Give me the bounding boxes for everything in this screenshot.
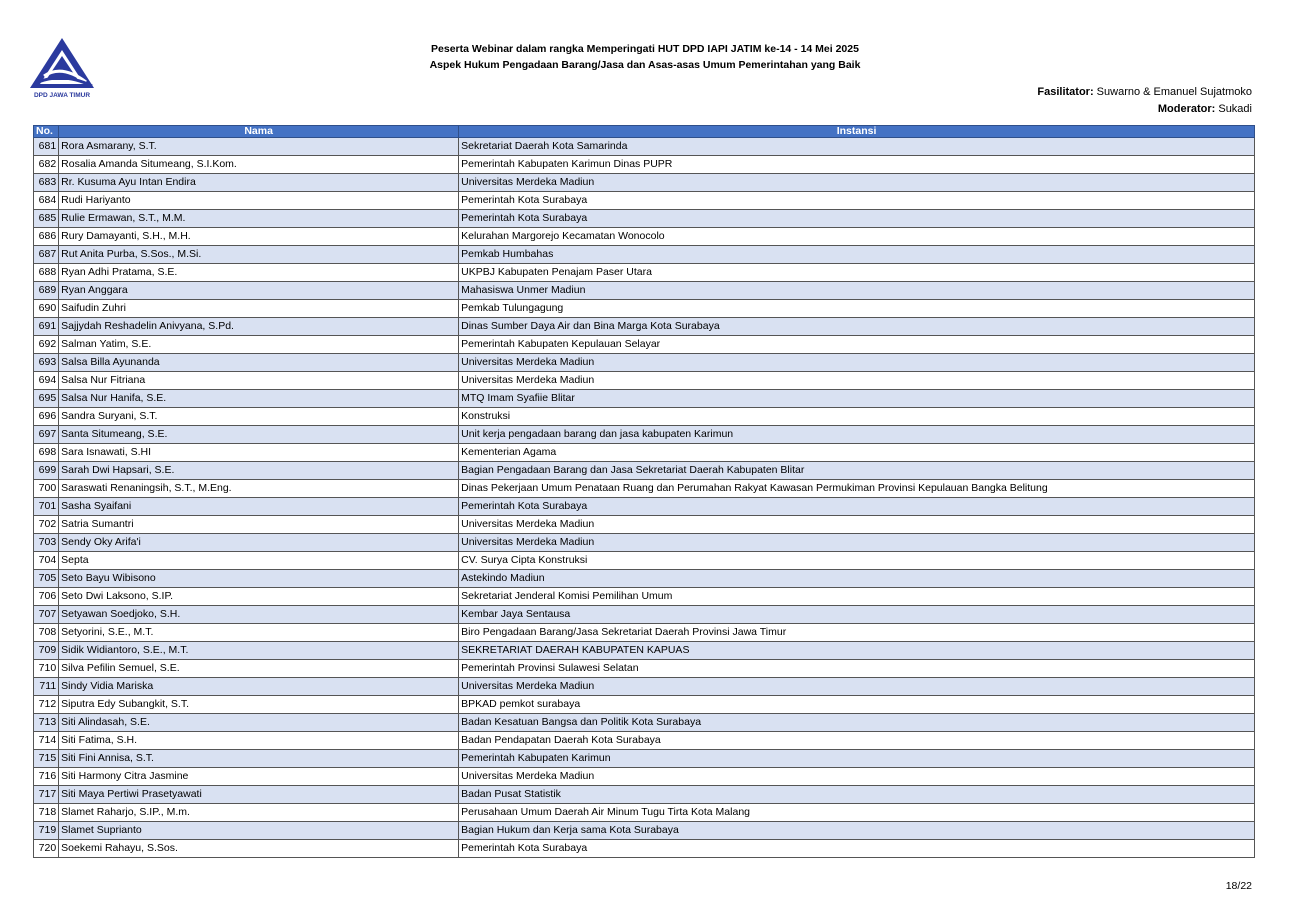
cell-instansi: Pemerintah Kabupaten Karimun Dinas PUPR [459, 156, 1255, 174]
table-row [34, 336, 1255, 354]
table-row [34, 174, 1255, 192]
facilitator-value: Suwarno & Emanuel Sujatmoko [1093, 86, 1252, 98]
facilitator-label: Fasilitator: [1037, 86, 1094, 98]
cell-instansi: Pemerintah Kota Surabaya [459, 192, 1255, 210]
cell-nama: Rulie Ermawan, S.T., M.M. [59, 210, 459, 228]
cell-instansi: Universitas Merdeka Madiun [459, 516, 1255, 534]
title-line-1: Peserta Webinar dalam rangka Memperingati HUT DPD IAPI JATIM ke-14 - 14 Mei 2025 [431, 43, 859, 55]
facilitator-line [1037, 84, 1252, 101]
table-row [34, 426, 1255, 444]
cell-no: 690 [34, 300, 59, 318]
table-row [34, 462, 1255, 480]
cell-no: 707 [34, 606, 59, 624]
cell-no: 684 [34, 192, 59, 210]
cell-no: 699 [34, 462, 59, 480]
cell-instansi: Dinas Pekerjaan Umum Penataan Ruang dan Perumahan Rakyat Kawasan Permukiman Provinsi Kepulauan Bangka Belitung [459, 480, 1255, 498]
column-header-instansi: Instansi [459, 126, 1255, 138]
cell-no: 695 [34, 390, 59, 408]
cell-instansi: Perusahaan Umum Daerah Air Minum Tugu Tirta Kota Malang [459, 804, 1255, 822]
cell-no: 700 [34, 480, 59, 498]
cell-no: 705 [34, 570, 59, 588]
cell-instansi: Universitas Merdeka Madiun [459, 354, 1255, 372]
table-row [34, 192, 1255, 210]
cell-nama: Rury Damayanti, S.H., M.H. [59, 228, 459, 246]
cell-no: 686 [34, 228, 59, 246]
cell-no: 712 [34, 696, 59, 714]
cell-no: 719 [34, 822, 59, 840]
cell-no: 708 [34, 624, 59, 642]
iapi-logo [24, 36, 100, 100]
cell-nama: Siputra Edy Subangkit, S.T. [59, 696, 459, 714]
cell-instansi: Badan Pendapatan Daerah Kota Surabaya [459, 732, 1255, 750]
table-row [34, 264, 1255, 282]
table-row [34, 282, 1255, 300]
cell-no: 710 [34, 660, 59, 678]
table-row [34, 354, 1255, 372]
cell-no: 715 [34, 750, 59, 768]
cell-nama: Rora Asmarany, S.T. [59, 138, 459, 156]
cell-nama: Soekemi Rahayu, S.Sos. [59, 840, 459, 858]
cell-instansi: Kementerian Agama [459, 444, 1255, 462]
staff-info [1037, 84, 1252, 118]
logo-caption: DPD JAWA TIMUR [33, 92, 91, 99]
cell-instansi: Badan Pusat Statistik [459, 786, 1255, 804]
cell-nama: Sasha Syaifani [59, 498, 459, 516]
cell-nama: Santa Situmeang, S.E. [59, 426, 459, 444]
table-row [34, 678, 1255, 696]
cell-nama: Salsa Nur Fitriana [59, 372, 459, 390]
cell-no: 717 [34, 786, 59, 804]
cell-nama: Rut Anita Purba, S.Sos., M.Si. [59, 246, 459, 264]
table-row [34, 408, 1255, 426]
table-row [34, 138, 1255, 156]
table-row [34, 588, 1255, 606]
table-row [34, 156, 1255, 174]
cell-no: 701 [34, 498, 59, 516]
moderator-label: Moderator: [1157, 103, 1216, 115]
cell-nama: Siti Harmony Citra Jasmine [59, 768, 459, 786]
document-title [300, 41, 990, 73]
cell-instansi: Sekretariat Daerah Kota Samarinda [459, 138, 1255, 156]
cell-nama: Siti Fatima, S.H. [59, 732, 459, 750]
cell-instansi: Biro Pengadaan Barang/Jasa Sekretariat Daerah Provinsi Jawa Timur [459, 624, 1255, 642]
table-row [34, 786, 1255, 804]
cell-no: 703 [34, 534, 59, 552]
cell-nama: Rudi Hariyanto [59, 192, 459, 210]
cell-nama: Rosalia Amanda Situmeang, S.I.Kom. [59, 156, 459, 174]
cell-nama: Rr. Kusuma Ayu Intan Endira [59, 174, 459, 192]
table-row [34, 624, 1255, 642]
cell-no: 711 [34, 678, 59, 696]
cell-nama: Sandra Suryani, S.T. [59, 408, 459, 426]
cell-nama: Sendy Oky Arifa'i [59, 534, 459, 552]
cell-instansi: Kelurahan Margorejo Kecamatan Wonocolo [459, 228, 1255, 246]
column-header-no: No. [34, 126, 59, 138]
moderator-value: Sukadi [1215, 103, 1252, 115]
table-row [34, 516, 1255, 534]
column-header-nama: Nama [59, 126, 459, 138]
cell-nama: Siti Alindasah, S.E. [59, 714, 459, 732]
table-body [34, 138, 1255, 858]
table-row [34, 552, 1255, 570]
table-row [34, 228, 1255, 246]
cell-instansi: Universitas Merdeka Madiun [459, 534, 1255, 552]
moderator-line [1037, 101, 1252, 118]
table-row [34, 534, 1255, 552]
title-line-2: Aspek Hukum Pengadaan Barang/Jasa dan Asas-asas Umum Pemerintahan yang Baik [429, 59, 861, 71]
cell-no: 706 [34, 588, 59, 606]
page-number: 18/22 [1225, 880, 1252, 892]
cell-no: 698 [34, 444, 59, 462]
cell-nama: Siti Fini Annisa, S.T. [59, 750, 459, 768]
cell-no: 702 [34, 516, 59, 534]
cell-nama: Seto Dwi Laksono, S.IP. [59, 588, 459, 606]
cell-nama: Salman Yatim, S.E. [59, 336, 459, 354]
cell-nama: Slamet Raharjo, S.IP., M.m. [59, 804, 459, 822]
table-row [34, 570, 1255, 588]
cell-instansi: Pemkab Tulungagung [459, 300, 1255, 318]
cell-nama: Seto Bayu Wibisono [59, 570, 459, 588]
cell-instansi: Bagian Pengadaan Barang dan Jasa Sekretariat Daerah Kabupaten Blitar [459, 462, 1255, 480]
cell-instansi: MTQ Imam Syafiie Blitar [459, 390, 1255, 408]
cell-instansi: Pemkab Humbahas [459, 246, 1255, 264]
table-row [34, 300, 1255, 318]
cell-nama: Ryan Adhi Pratama, S.E. [59, 264, 459, 282]
cell-instansi: Badan Kesatuan Bangsa dan Politik Kota Surabaya [459, 714, 1255, 732]
table-row [34, 840, 1255, 858]
cell-instansi: Universitas Merdeka Madiun [459, 768, 1255, 786]
cell-nama: Sidik Widiantoro, S.E., M.T. [59, 642, 459, 660]
cell-nama: Setyawan Soedjoko, S.H. [59, 606, 459, 624]
cell-no: 691 [34, 318, 59, 336]
cell-nama: Silva Pefilin Semuel, S.E. [59, 660, 459, 678]
cell-instansi: Pemerintah Kota Surabaya [459, 210, 1255, 228]
cell-nama: Salsa Nur Hanifa, S.E. [59, 390, 459, 408]
cell-no: 720 [34, 840, 59, 858]
cell-instansi: Pemerintah Kabupaten Kepulauan Selayar [459, 336, 1255, 354]
cell-no: 718 [34, 804, 59, 822]
cell-instansi: Dinas Sumber Daya Air dan Bina Marga Kota Surabaya [459, 318, 1255, 336]
cell-instansi: SEKRETARIAT DAERAH KABUPATEN KAPUAS [459, 642, 1255, 660]
table-row [34, 246, 1255, 264]
cell-nama: Sarah Dwi Hapsari, S.E. [59, 462, 459, 480]
cell-instansi: Pemerintah Kota Surabaya [459, 840, 1255, 858]
table-row [34, 318, 1255, 336]
cell-no: 689 [34, 282, 59, 300]
cell-nama: Sindy Vidia Mariska [59, 678, 459, 696]
cell-nama: Salsa Billa Ayunanda [59, 354, 459, 372]
cell-no: 683 [34, 174, 59, 192]
cell-no: 696 [34, 408, 59, 426]
cell-no: 697 [34, 426, 59, 444]
cell-nama: Septa [59, 552, 459, 570]
cell-instansi: Universitas Merdeka Madiun [459, 372, 1255, 390]
cell-instansi: BPKAD pemkot surabaya [459, 696, 1255, 714]
cell-instansi: Sekretariat Jenderal Komisi Pemilihan Umum [459, 588, 1255, 606]
cell-instansi: Pemerintah Provinsi Sulawesi Selatan [459, 660, 1255, 678]
cell-nama: Saifudin Zuhri [59, 300, 459, 318]
table-row [34, 822, 1255, 840]
cell-nama: Siti Maya Pertiwi Prasetyawati [59, 786, 459, 804]
cell-instansi: Mahasiswa Unmer Madiun [459, 282, 1255, 300]
table-row [34, 768, 1255, 786]
table-row [34, 498, 1255, 516]
cell-no: 694 [34, 372, 59, 390]
cell-nama: Slamet Suprianto [59, 822, 459, 840]
table-row [34, 444, 1255, 462]
table-row [34, 390, 1255, 408]
cell-no: 716 [34, 768, 59, 786]
table-row [34, 714, 1255, 732]
table-row [34, 804, 1255, 822]
cell-no: 713 [34, 714, 59, 732]
cell-nama: Setyorini, S.E., M.T. [59, 624, 459, 642]
cell-no: 692 [34, 336, 59, 354]
table-row [34, 750, 1255, 768]
cell-no: 687 [34, 246, 59, 264]
cell-nama: Saraswati Renaningsih, S.T., M.Eng. [59, 480, 459, 498]
cell-instansi: Universitas Merdeka Madiun [459, 174, 1255, 192]
cell-no: 709 [34, 642, 59, 660]
cell-no: 681 [34, 138, 59, 156]
cell-nama: Ryan Anggara [59, 282, 459, 300]
table-row [34, 660, 1255, 678]
cell-no: 682 [34, 156, 59, 174]
cell-instansi: Astekindo Madiun [459, 570, 1255, 588]
cell-instansi: CV. Surya Cipta Konstruksi [459, 552, 1255, 570]
cell-no: 685 [34, 210, 59, 228]
table-row [34, 480, 1255, 498]
cell-nama: Sajjydah Reshadelin Anivyana, S.Pd. [59, 318, 459, 336]
cell-no: 704 [34, 552, 59, 570]
cell-instansi: Bagian Hukum dan Kerja sama Kota Surabaya [459, 822, 1255, 840]
table-row [34, 606, 1255, 624]
cell-instansi: Universitas Merdeka Madiun [459, 678, 1255, 696]
table-row [34, 372, 1255, 390]
table-header-row [34, 126, 1255, 138]
table-row [34, 732, 1255, 750]
table-row [34, 210, 1255, 228]
cell-nama: Sara Isnawati, S.HI [59, 444, 459, 462]
cell-no: 688 [34, 264, 59, 282]
table-row [34, 696, 1255, 714]
cell-instansi: Kembar Jaya Sentausa [459, 606, 1255, 624]
cell-instansi: UKPBJ Kabupaten Penajam Paser Utara [459, 264, 1255, 282]
table-row [34, 642, 1255, 660]
participant-table [33, 125, 1255, 858]
cell-no: 714 [34, 732, 59, 750]
cell-instansi: Pemerintah Kabupaten Karimun [459, 750, 1255, 768]
cell-no: 693 [34, 354, 59, 372]
cell-instansi: Unit kerja pengadaan barang dan jasa kabupaten Karimun [459, 426, 1255, 444]
cell-nama: Satria Sumantri [59, 516, 459, 534]
cell-instansi: Konstruksi [459, 408, 1255, 426]
cell-instansi: Pemerintah Kota Surabaya [459, 498, 1255, 516]
